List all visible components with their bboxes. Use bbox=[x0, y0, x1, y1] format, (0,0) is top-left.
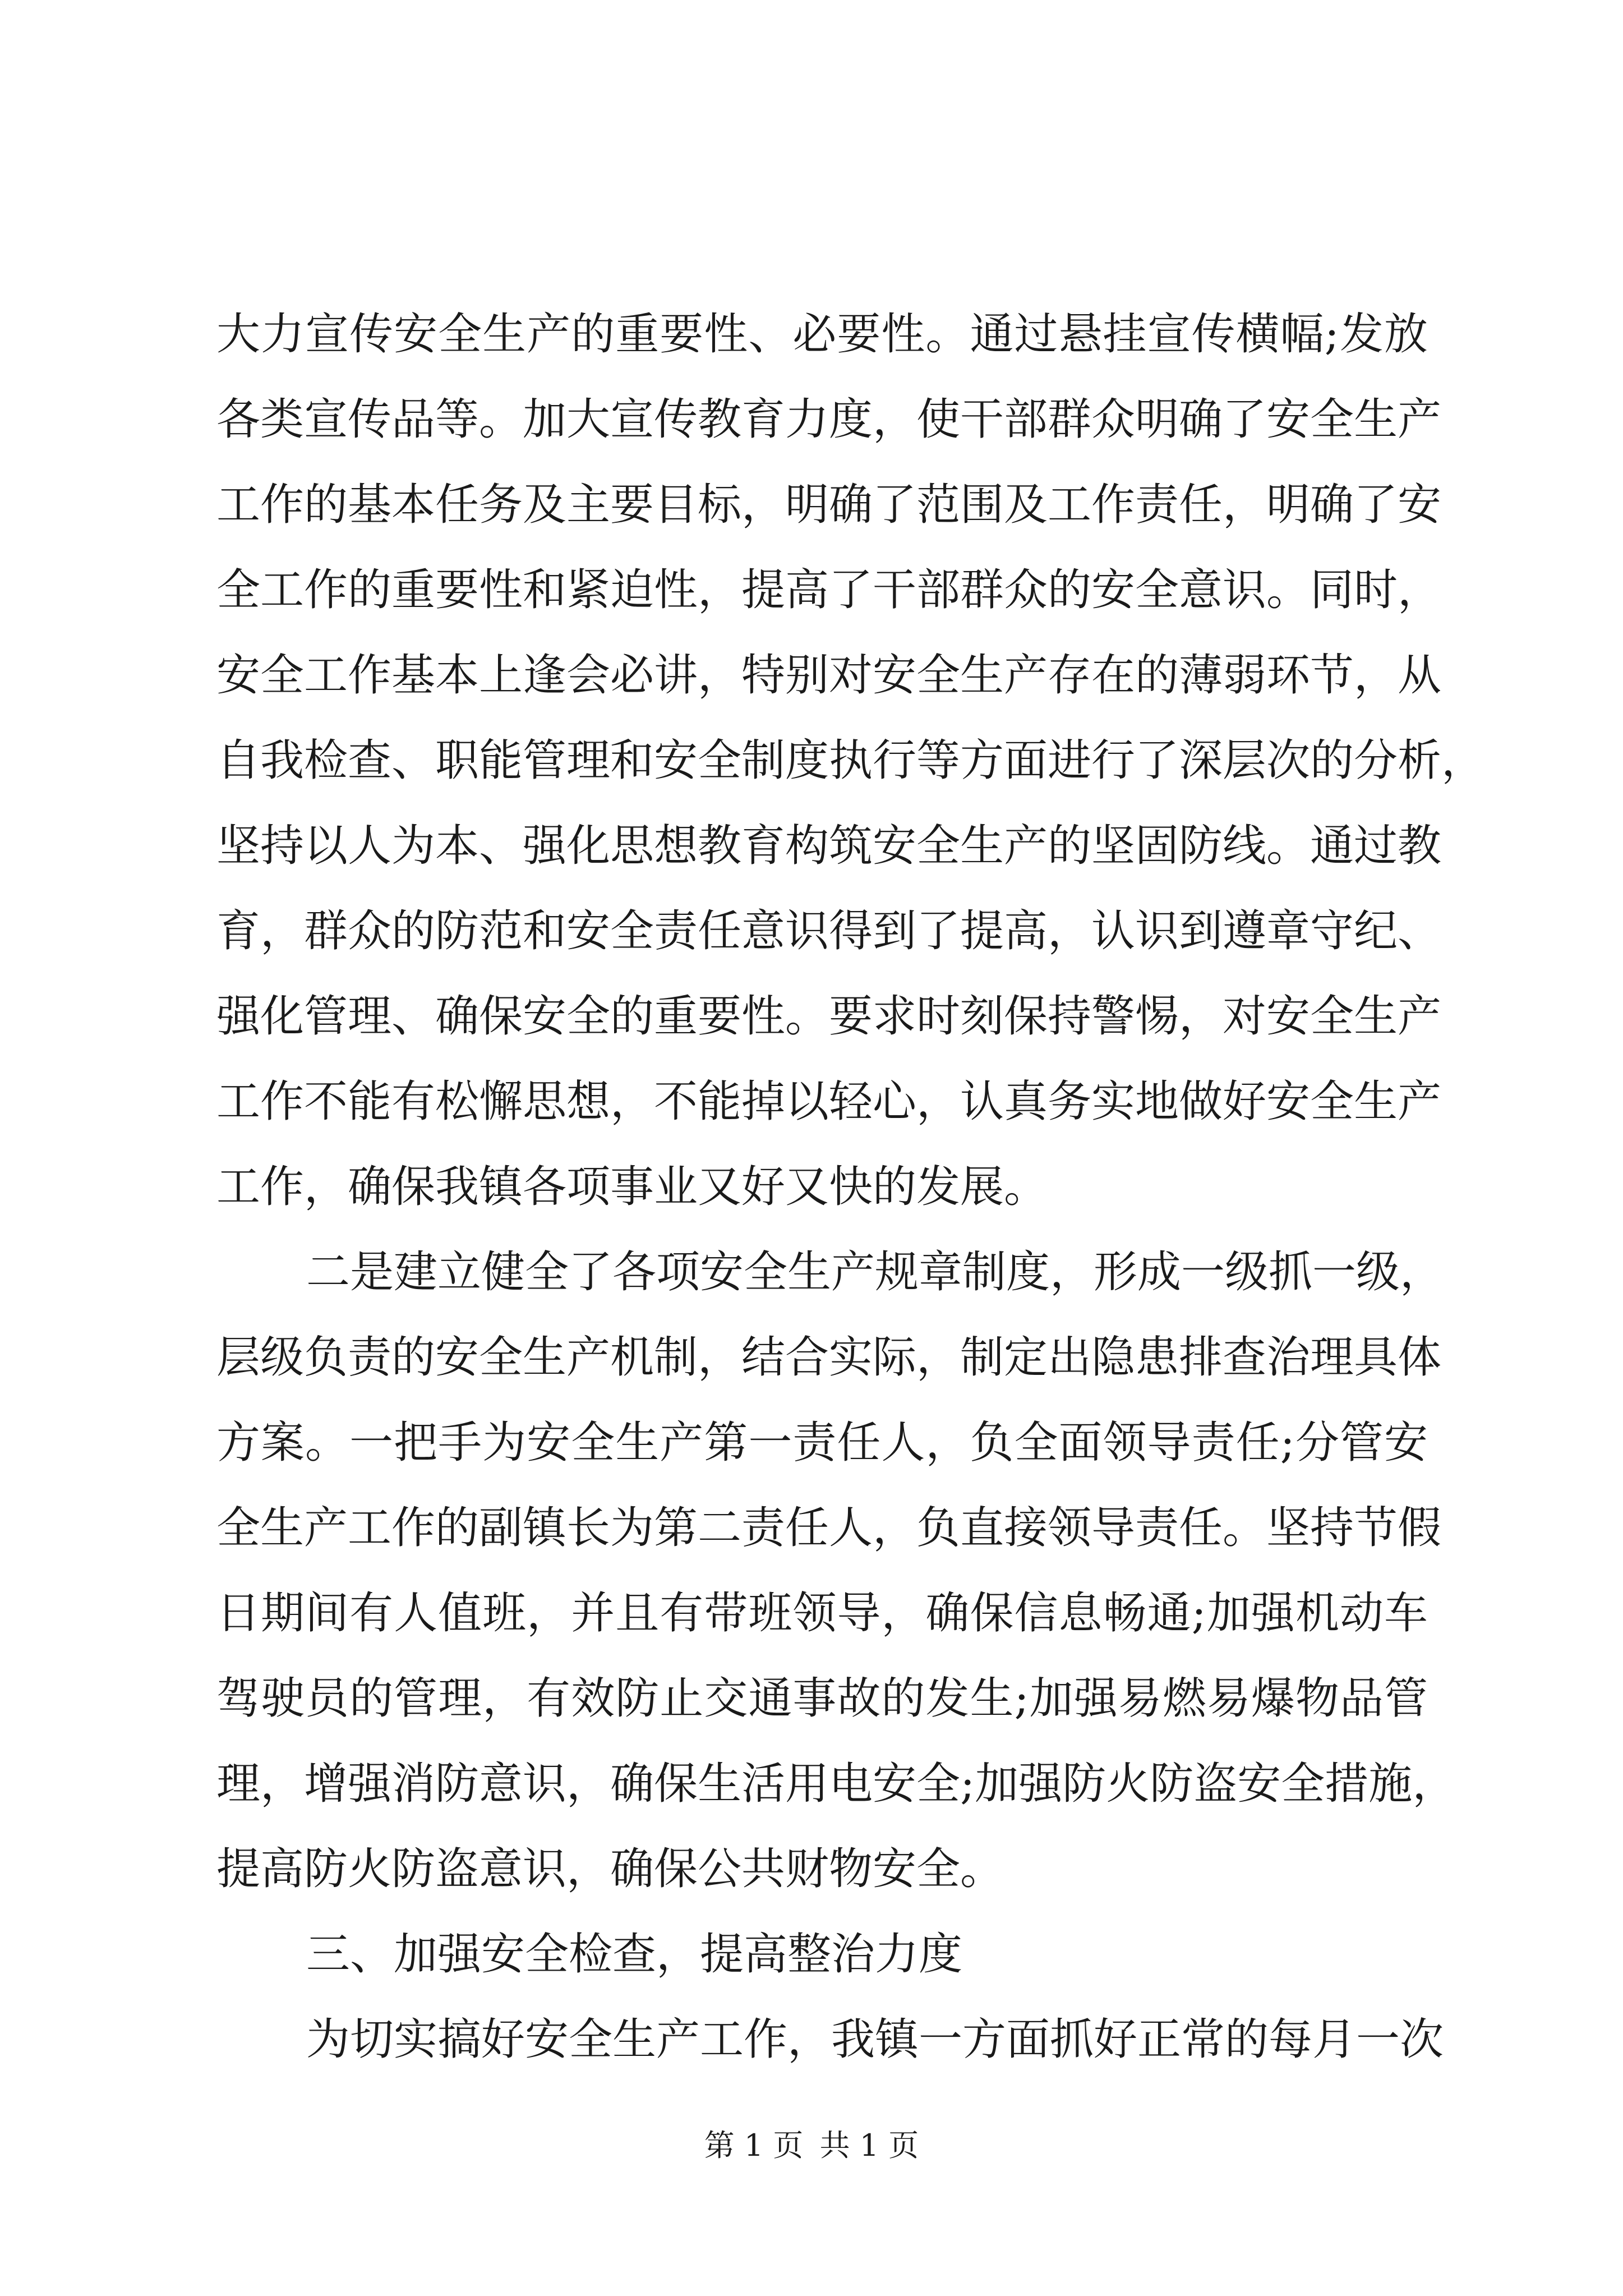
text-line: 全生产工作的副镇长为第二责任人，负直接领导责任。坚持节假 bbox=[216, 1503, 1442, 1553]
text-line: 强化管理、确保安全的重要性。要求时刻保持警惕，对安全生产 bbox=[216, 991, 1442, 1042]
text-line: 坚持以人为本、强化思想教育构筑安全生产的坚固防线。通过教 bbox=[216, 821, 1442, 871]
text-line: 工作的基本任务及主要目标，明确了范围及工作责任，明确了安 bbox=[216, 480, 1442, 530]
text-line: 二是建立健全了各项安全生产规章制度，形成一级抓一级， bbox=[306, 1247, 1444, 1297]
text-line: 各类宣传品等。加大宣传教育力度，使干部群众明确了安全生产 bbox=[216, 394, 1442, 445]
text-line: 三、加强安全检查，提高整治力度 bbox=[306, 1929, 963, 1980]
page-number: 第 1 页 bbox=[704, 2128, 804, 2163]
text-line: 全工作的重要性和紧迫性，提高了干部群众的安全意识。同时， bbox=[216, 565, 1442, 615]
text-line: 方案。一把手为安全生产第一责任人，负全面领导责任;分管安 bbox=[216, 1418, 1428, 1468]
text-line: 为切实搞好安全生产工作，我镇一方面抓好正常的每月一次 bbox=[306, 2014, 1444, 2065]
page-total: 共 1 页 bbox=[819, 2128, 919, 2163]
document-body bbox=[216, 292, 1486, 2082]
text-line: 自我检查、职能管理和安全制度执行等方面进行了深层次的分析， bbox=[216, 735, 1486, 786]
text-line: 提高防火防盗意识，确保公共财物安全。 bbox=[216, 1844, 1004, 1894]
page-footer bbox=[0, 2126, 1623, 2165]
text-line: 育，群众的防范和安全责任意识得到了提高，认识到遵章守纪、 bbox=[216, 906, 1442, 956]
text-line: 工作，确保我镇各项事业又好又快的发展。 bbox=[216, 1162, 1048, 1212]
text-line: 大力宣传安全生产的重要性、必要性。通过悬挂宣传横幅;发放 bbox=[216, 309, 1428, 360]
text-line: 安全工作基本上逢会必讲，特别对安全生产存在的薄弱环节，从 bbox=[216, 650, 1442, 701]
text-line: 理，增强消防意识，确保生活用电安全;加强防火防盗安全措施， bbox=[216, 1759, 1456, 1809]
text-line: 工作不能有松懈思想，不能掉以轻心，认真务实地做好安全生产 bbox=[216, 1076, 1442, 1127]
text-line: 驾驶员的管理，有效防止交通事故的发生;加强易燃易爆物品管 bbox=[216, 1673, 1428, 1724]
text-line: 层级负责的安全生产机制，结合实际，制定出隐患排查治理具体 bbox=[216, 1332, 1442, 1383]
text-line: 日期间有人值班，并且有带班领导，确保信息畅通;加强机动车 bbox=[216, 1588, 1428, 1639]
